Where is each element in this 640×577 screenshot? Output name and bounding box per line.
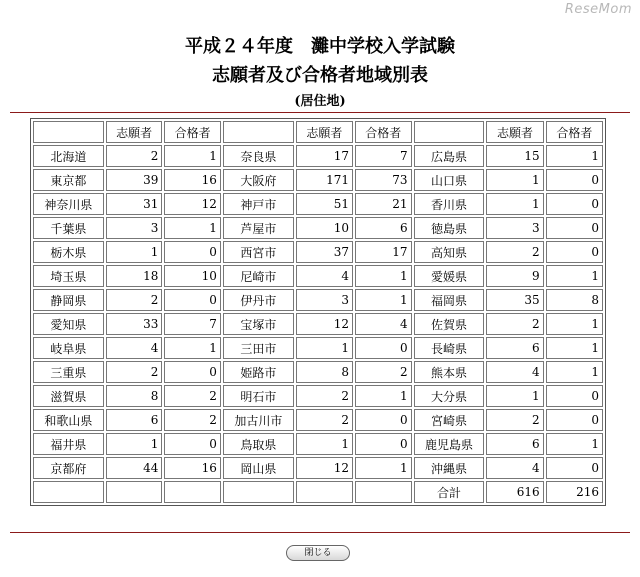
region-name: 埼玉県 bbox=[33, 265, 104, 287]
passed-count: 1 bbox=[355, 385, 412, 407]
region-name: 神奈川県 bbox=[33, 193, 104, 215]
applicants-count: 2 bbox=[486, 313, 543, 335]
region-name: 静岡県 bbox=[33, 289, 104, 311]
passed-count: 16 bbox=[164, 457, 221, 479]
region-name: 鳥取県 bbox=[223, 433, 294, 455]
region-name: 大分県 bbox=[414, 385, 485, 407]
region-name: 愛知県 bbox=[33, 313, 104, 335]
region-name: 伊丹市 bbox=[223, 289, 294, 311]
applicants-count: 6 bbox=[486, 433, 543, 455]
passed-count: 1 bbox=[546, 145, 603, 167]
passed-count: 0 bbox=[355, 409, 412, 431]
applicants-count: 18 bbox=[106, 265, 163, 287]
passed-count: 1 bbox=[546, 337, 603, 359]
resemom-watermark: ReseMom bbox=[564, 2, 632, 17]
applicants-count: 37 bbox=[296, 241, 353, 263]
passed-count: 16 bbox=[164, 169, 221, 191]
region-name: 和歌山県 bbox=[33, 409, 104, 431]
passed-count: 0 bbox=[546, 241, 603, 263]
region-name: 神戸市 bbox=[223, 193, 294, 215]
table-row bbox=[33, 385, 603, 407]
table-row bbox=[33, 409, 603, 431]
top-divider bbox=[10, 112, 630, 113]
applicants-count: 4 bbox=[486, 361, 543, 383]
applicants-count: 2 bbox=[486, 241, 543, 263]
region-name: 熊本県 bbox=[414, 361, 485, 383]
passed-count: 1 bbox=[546, 361, 603, 383]
passed-count bbox=[355, 481, 412, 503]
applicants-count: 12 bbox=[296, 457, 353, 479]
passed-count: 17 bbox=[355, 241, 412, 263]
region-name: 奈良県 bbox=[223, 145, 294, 167]
table-row bbox=[33, 457, 603, 479]
passed-count: 1 bbox=[546, 265, 603, 287]
table-row bbox=[33, 337, 603, 359]
table-row bbox=[33, 313, 603, 335]
applicants-count: 2 bbox=[106, 361, 163, 383]
passed-count: 1 bbox=[355, 289, 412, 311]
region-name: 北海道 bbox=[33, 145, 104, 167]
table-row bbox=[33, 169, 603, 191]
applicants-count: 1 bbox=[106, 433, 163, 455]
passed-count: 8 bbox=[546, 289, 603, 311]
applicants-count: 33 bbox=[106, 313, 163, 335]
table-row bbox=[33, 217, 603, 239]
passed-count: 1 bbox=[164, 337, 221, 359]
applicants-count: 4 bbox=[296, 265, 353, 287]
table-row bbox=[33, 289, 603, 311]
region-name: 大阪府 bbox=[223, 169, 294, 191]
region-name: 三田市 bbox=[223, 337, 294, 359]
applicants-count: 8 bbox=[296, 361, 353, 383]
header-blank bbox=[33, 121, 104, 143]
passed-count: 0 bbox=[546, 193, 603, 215]
passed-count: 21 bbox=[355, 193, 412, 215]
passed-count: 0 bbox=[546, 409, 603, 431]
region-name: 三重県 bbox=[33, 361, 104, 383]
passed-count: 0 bbox=[164, 289, 221, 311]
region-name: 姫路市 bbox=[223, 361, 294, 383]
bottom-divider bbox=[10, 532, 630, 533]
header-applicants: 志願者 bbox=[106, 121, 163, 143]
header-applicants: 志願者 bbox=[296, 121, 353, 143]
applicants-count: 1 bbox=[486, 193, 543, 215]
applicants-count: 9 bbox=[486, 265, 543, 287]
region-name: 徳島県 bbox=[414, 217, 485, 239]
close-button[interactable]: 閉じる bbox=[286, 545, 350, 561]
applicants-count: 1 bbox=[296, 337, 353, 359]
region-name bbox=[223, 481, 294, 503]
passed-count: 1 bbox=[164, 217, 221, 239]
table-header-row bbox=[33, 121, 603, 143]
passed-count: 0 bbox=[355, 337, 412, 359]
region-name: 合計 bbox=[414, 481, 485, 503]
applicants-by-region-table bbox=[30, 118, 606, 506]
region-name: 山口県 bbox=[414, 169, 485, 191]
passed-count: 4 bbox=[355, 313, 412, 335]
applicants-count: 31 bbox=[106, 193, 163, 215]
applicants-count: 2 bbox=[106, 289, 163, 311]
page-title: 平成２４年度 灘中学校入学試験 bbox=[185, 36, 455, 57]
passed-count: 0 bbox=[355, 433, 412, 455]
applicants-count: 17 bbox=[296, 145, 353, 167]
header-passed: 合格者 bbox=[355, 121, 412, 143]
passed-count: 1 bbox=[355, 457, 412, 479]
region-name: 愛媛県 bbox=[414, 265, 485, 287]
region-name: 宮崎県 bbox=[414, 409, 485, 431]
passed-count: 6 bbox=[355, 217, 412, 239]
passed-count: 12 bbox=[164, 193, 221, 215]
region-name: 尼崎市 bbox=[223, 265, 294, 287]
applicants-count: 616 bbox=[486, 481, 543, 503]
header-passed: 合格者 bbox=[546, 121, 603, 143]
passed-count: 2 bbox=[164, 409, 221, 431]
table-row bbox=[33, 193, 603, 215]
region-name: 香川県 bbox=[414, 193, 485, 215]
passed-count: 10 bbox=[164, 265, 221, 287]
passed-count: 7 bbox=[355, 145, 412, 167]
table-row bbox=[33, 361, 603, 383]
passed-count: 0 bbox=[546, 217, 603, 239]
applicants-count: 171 bbox=[296, 169, 353, 191]
applicants-count: 3 bbox=[296, 289, 353, 311]
region-name: 西宮市 bbox=[223, 241, 294, 263]
applicants-count: 12 bbox=[296, 313, 353, 335]
region-name: 明石市 bbox=[223, 385, 294, 407]
passed-count: 7 bbox=[164, 313, 221, 335]
passed-count: 0 bbox=[546, 457, 603, 479]
applicants-count: 2 bbox=[106, 145, 163, 167]
passed-count bbox=[164, 481, 221, 503]
region-name: 福岡県 bbox=[414, 289, 485, 311]
applicants-count: 8 bbox=[106, 385, 163, 407]
applicants-count bbox=[296, 481, 353, 503]
region-name: 鹿児島県 bbox=[414, 433, 485, 455]
applicants-count: 2 bbox=[486, 409, 543, 431]
region-name: 岐阜県 bbox=[33, 337, 104, 359]
table-row bbox=[33, 433, 603, 455]
applicants-count: 1 bbox=[296, 433, 353, 455]
region-name: 岡山県 bbox=[223, 457, 294, 479]
header-blank bbox=[414, 121, 485, 143]
page-subtitle-note: (居住地) bbox=[294, 94, 346, 109]
passed-count: 1 bbox=[546, 433, 603, 455]
region-name: 京都府 bbox=[33, 457, 104, 479]
table-row bbox=[33, 145, 603, 167]
region-name: 高知県 bbox=[414, 241, 485, 263]
applicants-count bbox=[106, 481, 163, 503]
region-name bbox=[33, 481, 104, 503]
region-name: 長崎県 bbox=[414, 337, 485, 359]
applicants-count: 2 bbox=[296, 385, 353, 407]
header-blank bbox=[223, 121, 294, 143]
applicants-count: 2 bbox=[296, 409, 353, 431]
header-applicants: 志願者 bbox=[486, 121, 543, 143]
page-subtitle: 志願者及び合格者地域別表 bbox=[212, 65, 428, 86]
region-name: 宝塚市 bbox=[223, 313, 294, 335]
applicants-count: 4 bbox=[106, 337, 163, 359]
applicants-count: 1 bbox=[486, 385, 543, 407]
applicants-count: 3 bbox=[486, 217, 543, 239]
applicants-count: 10 bbox=[296, 217, 353, 239]
passed-count: 1 bbox=[164, 145, 221, 167]
passed-count: 2 bbox=[164, 385, 221, 407]
passed-count: 1 bbox=[355, 265, 412, 287]
region-name: 沖縄県 bbox=[414, 457, 485, 479]
region-name: 芦屋市 bbox=[223, 217, 294, 239]
region-name: 東京都 bbox=[33, 169, 104, 191]
passed-count: 0 bbox=[546, 385, 603, 407]
header-passed: 合格者 bbox=[164, 121, 221, 143]
passed-count: 73 bbox=[355, 169, 412, 191]
applicants-count: 44 bbox=[106, 457, 163, 479]
applicants-count: 35 bbox=[486, 289, 543, 311]
applicants-count: 1 bbox=[106, 241, 163, 263]
applicants-count: 15 bbox=[486, 145, 543, 167]
passed-count: 0 bbox=[164, 433, 221, 455]
region-name: 千葉県 bbox=[33, 217, 104, 239]
region-name: 加古川市 bbox=[223, 409, 294, 431]
region-name: 広島県 bbox=[414, 145, 485, 167]
applicants-count: 6 bbox=[486, 337, 543, 359]
region-name: 滋賀県 bbox=[33, 385, 104, 407]
region-name: 福井県 bbox=[33, 433, 104, 455]
passed-count: 0 bbox=[546, 169, 603, 191]
table-row bbox=[33, 481, 603, 503]
table-row bbox=[33, 241, 603, 263]
passed-count: 0 bbox=[164, 361, 221, 383]
region-name: 佐賀県 bbox=[414, 313, 485, 335]
applicants-count: 4 bbox=[486, 457, 543, 479]
region-name: 栃木県 bbox=[33, 241, 104, 263]
passed-count: 2 bbox=[355, 361, 412, 383]
table-row bbox=[33, 265, 603, 287]
applicants-count: 3 bbox=[106, 217, 163, 239]
passed-count: 216 bbox=[546, 481, 603, 503]
applicants-count: 1 bbox=[486, 169, 543, 191]
applicants-count: 6 bbox=[106, 409, 163, 431]
passed-count: 0 bbox=[164, 241, 221, 263]
applicants-count: 51 bbox=[296, 193, 353, 215]
applicants-count: 39 bbox=[106, 169, 163, 191]
passed-count: 1 bbox=[546, 313, 603, 335]
